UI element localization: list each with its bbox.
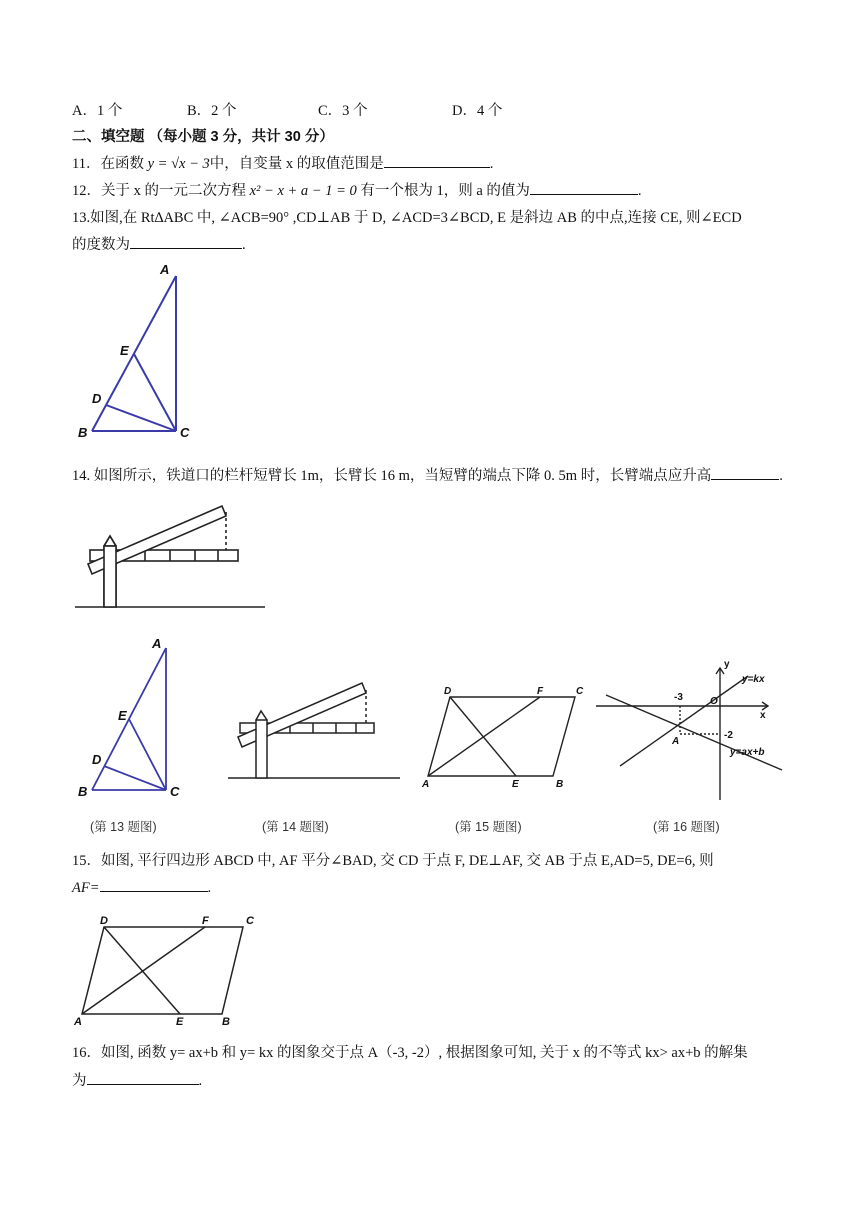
q12-pre: 12．关于 x 的一元二次方程	[72, 183, 250, 199]
caption-13: (第 13 题图)	[90, 820, 157, 834]
caption-15: (第 15 题图)	[455, 820, 522, 834]
q12-equation: x² − x + a − 1 = 0	[249, 183, 357, 199]
fig15-label-f: F	[202, 915, 209, 927]
small15-label-b: B	[556, 779, 564, 790]
q16-line2-text: 为	[72, 1073, 87, 1089]
small13-label-a: A	[152, 636, 162, 651]
section-title: 二、填空题 （每小题 3 分，共计 30 分）	[72, 129, 334, 145]
option-a: A．1 个	[72, 103, 123, 119]
question-13-line1: 13.如图,在 Rt∆ABC 中, ∠ACB=90° ,CD⊥AB 于 D, ∠ACD=3∠BCD, E 是斜边 AB 的中点,连接 CE, 则∠ECD	[72, 210, 742, 226]
q15-end: .	[207, 880, 212, 896]
small15-label-c: C	[576, 686, 584, 697]
q11-function: y = √x − 3	[147, 156, 210, 172]
label-a: A	[160, 262, 170, 277]
q14-end: .	[779, 468, 783, 484]
q12-end: .	[637, 183, 642, 199]
q11-end: .	[489, 156, 494, 172]
question-16-line1: 16．如图, 函数 y= ax+b 和 y= kx 的图象交于点 A（-3, -2）, 根据图象可知, 关于 x 的不等式 kx> ax+b 的解集	[72, 1045, 748, 1061]
q15-line2-text: AF=	[72, 880, 100, 896]
small16-label-neg2: -2	[724, 730, 733, 741]
q16-end: .	[198, 1073, 203, 1089]
fig15-label-e: E	[176, 1016, 184, 1028]
small15-label-a: A	[422, 779, 430, 790]
label-d: D	[92, 391, 102, 406]
fig15-label-d: D	[100, 915, 108, 927]
q13-line2-text: 的度数为	[72, 237, 130, 253]
small13-label-b: B	[78, 784, 88, 799]
option-b: B．2 个	[187, 103, 237, 119]
small13-label-d: D	[92, 752, 102, 767]
question-15-line1: 15．如图, 平行四边形 ABCD 中, AF 平分∠BAD, 交 CD 于点 F, DE⊥AF, 交 AB 于点 E,AD=5, DE=6, 则	[72, 853, 714, 869]
small15-label-d: D	[444, 686, 452, 697]
small16-label-a: A	[672, 736, 680, 747]
caption-16: (第 16 题图)	[653, 820, 720, 834]
caption-14: (第 14 题图)	[262, 820, 329, 834]
label-b: B	[78, 425, 88, 440]
small16-label-ykx: y=kx	[742, 674, 765, 685]
label-c: C	[180, 425, 190, 440]
label-e: E	[120, 343, 129, 358]
segment-de	[104, 927, 180, 1014]
small13-label-e: E	[118, 708, 127, 723]
parallelogram-abcd	[82, 927, 243, 1014]
small15-label-f: F	[537, 686, 544, 697]
q11-post: 中，自变量 x 的取值范围是	[209, 156, 384, 172]
q13-end: .	[242, 237, 246, 253]
q12-mid: 有一个根为 1，则 a 的值为	[356, 183, 530, 199]
fig15-label-c: C	[246, 915, 254, 927]
q14-text: 14. 如图所示，铁道口的栏杆短臂长 1m，长臂长 16 m，当短臂的端点下降 0. 5m 时，长臂端点应升高	[72, 468, 712, 484]
small16-label-x: x	[760, 710, 766, 721]
small16-label-neg3: -3	[674, 692, 683, 703]
fig15-label-b: B	[222, 1016, 230, 1028]
small16-label-y: y	[724, 659, 730, 670]
small16-label-o: O	[710, 696, 718, 707]
question-16-line2	[72, 1070, 202, 1091]
option-d: D．4 个	[452, 103, 503, 119]
q16-answer-blank[interactable]	[87, 1070, 199, 1085]
small16-label-yaxb: y=ax+b	[730, 747, 765, 758]
small13-label-c: C	[170, 784, 180, 799]
option-c: C．3 个	[318, 103, 368, 119]
q11-pre: 11．在函数	[72, 156, 148, 172]
fig15-label-a: A	[74, 1016, 82, 1028]
small15-label-e: E	[512, 779, 519, 790]
